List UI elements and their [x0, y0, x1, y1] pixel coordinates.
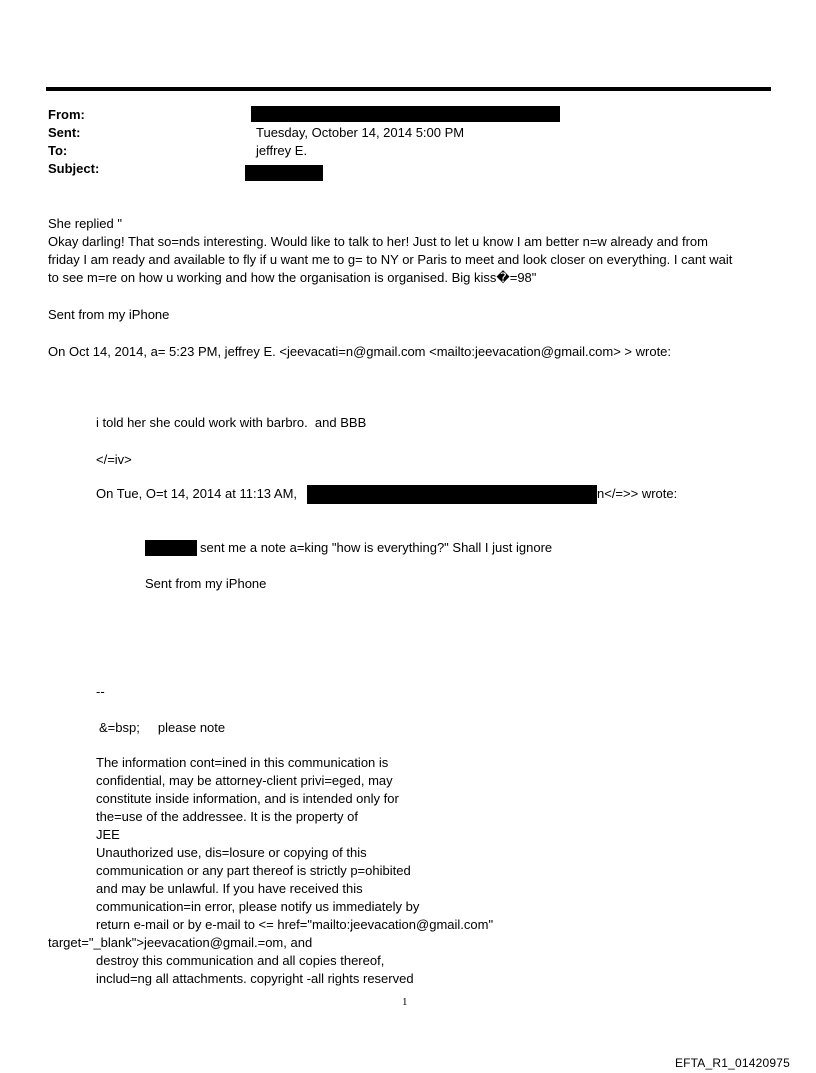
name-redaction [145, 540, 197, 556]
disclaimer-line: Unauthorized use, dis=losure or copying of this [96, 845, 367, 860]
from-label: From: [48, 107, 85, 122]
signature-line: Sent from my iPhone [48, 307, 170, 322]
from-redaction [251, 106, 560, 122]
header-rule [46, 87, 771, 91]
nested-quoted-line: sent me a note a=king "how is everything?" Shall I just ignore [200, 540, 553, 555]
disclaimer-line: and may be unlawful. If you have received this [96, 881, 363, 896]
disclaimer-line: the=use of the addressee. It is the property of [96, 809, 358, 824]
body-line: She replied " [48, 216, 122, 231]
quoted-line: </=iv> [96, 452, 132, 467]
nested-quote-attribution: On Tue, O=t 14, 2014 at 11:13 AM, [96, 486, 298, 501]
disclaimer-line: includ=ng all attachments. copyright -all rights reserved [96, 971, 414, 986]
body-line: to see m=re on how u working and how the organisation is organised. Big kiss�=98" [48, 270, 537, 285]
body-line: friday I am ready and available to fly if u want me to g= to NY or Paris to meet and look closer on everything. I cant wait [48, 252, 733, 267]
page-number: 1 [402, 996, 408, 1008]
disclaimer-line: destroy this communication and all copies thereof, [96, 953, 385, 968]
signature-separator: -- [96, 684, 105, 699]
disclaimer-line: The information cont=ined in this communication is [96, 755, 389, 770]
disclaimer-line: target="_blank">jeevacation@gmail.=om, and [48, 935, 313, 950]
sender-redaction [307, 485, 597, 504]
document-id: EFTA_R1_01420975 [674, 1056, 790, 1070]
disclaimer-line: communication or any part thereof is strictly p=ohibited [96, 863, 411, 878]
subject-redaction [245, 165, 323, 181]
quoted-line: i told her she could work with barbro. and BBB [96, 415, 367, 430]
sent-value: Tuesday, October 14, 2014 5:00 PM [256, 125, 465, 140]
disclaimer-line: constitute inside information, and is intended only for [96, 791, 399, 806]
to-value: jeffrey E. [256, 143, 308, 158]
quote-attribution: On Oct 14, 2014, a= 5:23 PM, jeffrey E. <jeevacati=n@gmail.com <mailto:jeevacation@gmail.com> > wrote: [48, 344, 672, 359]
body-line: Okay darling! That so=nds interesting. Would like to talk to her! Just to let u know I am better n=w already and from [48, 234, 708, 249]
disclaimer-line: communication=in error, please notify us immediately by [96, 899, 420, 914]
disclaimer-line: return e-mail or by e-mail to <= href="mailto:jeevacation@gmail.com" [96, 917, 494, 932]
disclaimer-line: confidential, may be attorney-client privi=eged, may [96, 773, 393, 788]
sent-label: Sent: [48, 125, 81, 140]
to-label: To: [48, 143, 68, 158]
subject-label: Subject: [48, 161, 100, 176]
disclaimer-line: JEE [96, 827, 120, 842]
nested-signature-line: Sent from my iPhone [145, 576, 267, 591]
disclaimer-heading: &=bsp; please note [99, 720, 226, 735]
nested-quote-attribution-end: n</=>> wrote: [597, 486, 678, 501]
